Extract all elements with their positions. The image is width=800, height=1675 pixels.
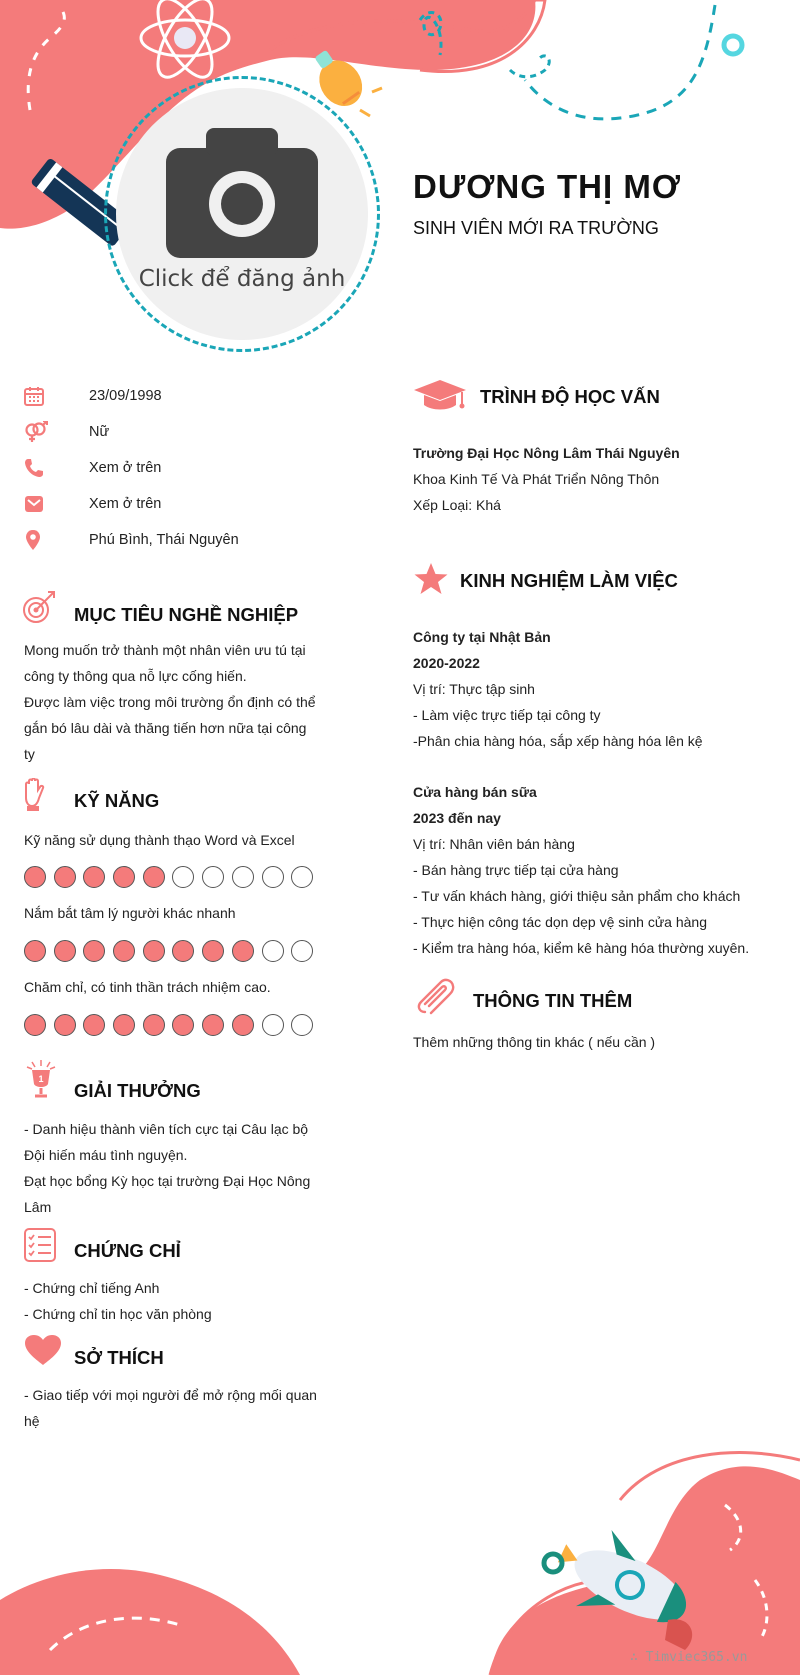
candidate-subtitle: SINH VIÊN MỚI RA TRƯỜNG [413, 218, 659, 238]
rating-dot-filled [202, 1014, 224, 1036]
education-text: Trường Đại Học Nông Lâm Thái Nguyên Khoa Kinh Tế Và Phát Triển Nông Thôn Xếp Loại: Khá [413, 440, 793, 518]
rating-dot-empty [232, 866, 254, 888]
rating-dot-filled [83, 940, 105, 962]
upload-photo-button[interactable] [116, 88, 368, 340]
contact-email: Xem ở trên [24, 491, 161, 517]
trophy-icon [24, 1058, 58, 1105]
objective-title: MỤC TIÊU NGHỀ NGHIỆP [74, 604, 299, 625]
contact-address: Phú Bình, Thái Nguyên [24, 527, 239, 553]
rating-dot-empty [262, 940, 284, 962]
rating-dot-filled [143, 866, 165, 888]
rating-dot-filled [54, 1014, 76, 1036]
camera-icon [166, 128, 318, 258]
education-title: TRÌNH ĐỘ HỌC VẤN [480, 386, 660, 407]
extra-info-text: Thêm những thông tin khác ( nếu cần ) [413, 1034, 656, 1050]
location-icon [24, 528, 56, 552]
photo-label: Click để đăng ảnh [138, 266, 346, 292]
job-entry: Cửa hàng bán sữa 2023 đến nay Vị trí: Nhân viên bán hàng - Bán hàng trực tiếp tại cửa hàng - Tư vấn khách hàng, giới thiệu sản phẩm cho khách - Thực hiện công tác dọn dẹp vệ sinh cửa hàng - Kiểm tra hàng hóa, kiểm kê hàng hóa thường xuyên. [413, 784, 750, 956]
rating-dot-filled [113, 940, 135, 962]
job-entry: Công ty tại Nhật Bản 2020-2022 Vị trí: Thực tập sinh - Làm việc trực tiếp tại công ty -Phân chia hàng hóa, sắp xếp hàng hóa lên kệ [413, 629, 703, 749]
calendar-icon [24, 384, 56, 408]
heart-icon [24, 1334, 62, 1371]
rating-dot-filled [143, 1014, 165, 1036]
paperclip-icon [415, 978, 459, 1023]
phone-icon [24, 456, 56, 480]
candidate-name: DƯƠNG THỊ MƠ [413, 168, 681, 205]
rating-dot-filled [113, 1014, 135, 1036]
rating-dot-filled [172, 1014, 194, 1036]
rating-dot-filled [172, 940, 194, 962]
skill-name: Nắm bắt tâm lý người khác nhanh [24, 905, 236, 921]
extra-info-title: THÔNG TIN THÊM [473, 990, 633, 1011]
experience-title: KINH NGHIỆM LÀM VIỆC [460, 570, 678, 591]
rating-dot-filled [24, 940, 46, 962]
rating-dot-empty [262, 866, 284, 888]
awards-title: GIẢI THƯỞNG [74, 1080, 201, 1101]
graduation-cap-icon [412, 378, 468, 419]
rating-dot-filled [143, 940, 165, 962]
target-icon [22, 590, 56, 629]
skill-name: Chăm chỉ, có tinh thần trách nhiệm cao. [24, 979, 271, 995]
contact-gender: Nữ [24, 419, 109, 445]
rating-dot-empty [291, 1014, 313, 1036]
rating-dot-empty [262, 1014, 284, 1036]
skill-rating [24, 1014, 321, 1036]
contact-phone: Xem ở trên [24, 455, 161, 481]
rating-dot-filled [83, 1014, 105, 1036]
rating-dot-empty [291, 866, 313, 888]
rating-dot-empty [202, 866, 224, 888]
skills-title: KỸ NĂNG [74, 790, 160, 811]
rating-dot-filled [232, 940, 254, 962]
certificates-title: CHỨNG CHỈ [74, 1240, 181, 1261]
skill-name: Kỹ năng sử dụng thành thạo Word và Excel [24, 832, 295, 848]
hobbies-text: - Giao tiếp với mọi người để mở rộng mối quan hệ [24, 1387, 317, 1429]
rating-dot-filled [232, 1014, 254, 1036]
rating-dot-filled [54, 940, 76, 962]
objective-text: Mong muốn trở thành một nhân viên ưu tú tại công ty thông qua nỗ lực cống hiến. Được làm việc trong môi trường ổn định có thể gắn bó lâu dài và thăng tiến hơn nữa tại công ty [24, 642, 316, 762]
rating-dot-empty [172, 866, 194, 888]
rating-dot-filled [24, 866, 46, 888]
hobbies-title: SỞ THÍCH [74, 1347, 164, 1368]
watermark: ∴ Timviec365.vn [630, 1650, 748, 1665]
star-icon [413, 562, 449, 601]
gender-icon [24, 420, 56, 444]
skill-rating [24, 940, 321, 962]
rating-dot-filled [113, 866, 135, 888]
rating-dot-filled [202, 940, 224, 962]
rating-dot-filled [54, 866, 76, 888]
contact-birthday: 23/09/1998 [24, 383, 162, 409]
rating-dot-empty [291, 940, 313, 962]
svg-text:1: 1 [38, 1074, 44, 1084]
rating-dot-filled [24, 1014, 46, 1036]
skill-rating [24, 866, 321, 888]
email-icon [24, 492, 56, 516]
rating-dot-filled [83, 866, 105, 888]
hand-icon [22, 778, 48, 817]
checklist-icon [24, 1228, 56, 1267]
school-name: Trường Đại Học Nông Lâm Thái Nguyên [413, 445, 680, 461]
certificates-text: - Chứng chỉ tiếng Anh - Chứng chỉ tin học văn phòng [24, 1280, 212, 1322]
awards-text: - Danh hiệu thành viên tích cực tại Câu lạc bộ Đội hiến máu tình nguyện. Đạt học bổng Kỳ học tại trường Đại Học Nông Lâm [24, 1121, 311, 1215]
